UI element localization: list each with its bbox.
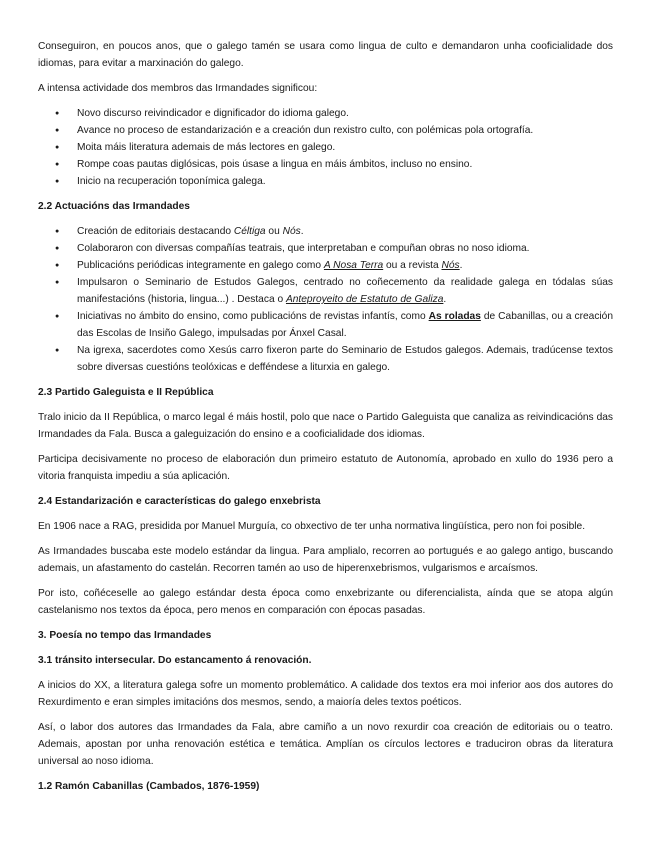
intro-paragraph: Conseguiron, en poucos anos, que o galego tamén se usara como lingua de culto e demandaron unha cooficialidade dos idiomas, para evitar a marxinación do galego. (38, 41, 613, 69)
paragraph: Por isto, coñéceselle ao galego estándar desta época como enxebrizante ou diferencialista, aínda que se atopa algún castelanismo nos textos da época, pero menos en comparación con épocas pasadas. (38, 588, 613, 616)
link-anteproyeito[interactable]: Anteproyeito de Estatuto de Galiza (285, 294, 444, 305)
section-heading-3-1: 3.1 tránsito intersecular. Do estancamento á renovación. (38, 655, 312, 666)
editorial-nos: Nós (282, 226, 301, 237)
intro-lead: A intensa actividade dos membros das Irmandades significou: (38, 83, 318, 94)
paragraph: Participa decisivamente no proceso de elaboración dun primeiro estatuto de Autonomía, aprobado en xullo do 1936 pero a vitoria franquista impediu a súa aplicación. (38, 454, 613, 482)
list-item: ● Iniciativas no ámbito do ensino, como publicacións de revistas infantís, como As roladas de Cabanillas, ou a creación das Escolas de Insiño Galego, impulsadas por Ánxel Casal. (77, 308, 613, 342)
list-item: ● Rompe coas pautas diglósicas, pois úsase a lingua en máis ámbitos, incluso no ensino. (77, 156, 613, 173)
link-a-nosa-terra[interactable]: A Nosa Terra (323, 260, 384, 271)
paragraph: En 1906 nace a RAG, presidida por Manuel Murguía, co obxectivo de ter unha normativa lingüística, pero non foi posible. (38, 521, 586, 532)
link-revista-nos[interactable]: Nós (441, 260, 460, 271)
list-item: ● Publicacións periódicas integramente en galego como A Nosa Terra ou a revista Nós. (77, 257, 613, 274)
list-item: ● Creación de editoriais destacando Céltiga ou Nós. (77, 223, 613, 240)
paragraph: As Irmandades buscaba este modelo estándar da lingua. Para amplialo, recorren ao portugués e ao galego antigo, buscando ademais, un afastamento do castelán. Recorren tamén ao uso de hiperenxebrismos, vulgarismos e arcaísmos. (38, 546, 613, 574)
section-heading-2-4: 2.4 Estandarización e características do galego enxebrista (38, 496, 321, 507)
list-item: ● Moita máis literatura ademais de más lectores en galego. (77, 139, 613, 156)
list-item: ● Novo discurso reivindicador e dignificador do idioma galego. (77, 105, 613, 122)
section-heading-2-3: 2.3 Partido Galeguista e II República (38, 387, 214, 398)
section-heading-2-2: 2.2 Actuacións das Irmandades (38, 201, 190, 212)
paragraph: A inicios do XX, a literatura galega sofre un momento problemático. A calidade dos textos era moi inferior aos dos autores do Rexurdimento e eran simples imitacións dos mesmos, sendo, a maioría deles textos poéticos. (38, 680, 613, 708)
editorial-celtiga: Céltiga (233, 226, 266, 237)
list-item: ● Na igrexa, sacerdotes como Xesús carro fixeron parte do Seminario de Estudos galegos. Ademais, tradúcense textos sobre diversas cuestións teolóxicas e defféndese a liturxia en galego. (77, 342, 613, 376)
paragraph: Tralo inicio da II República, o marco legal é máis hostil, polo que nace o Partido Galeguista que canaliza as reivindicacións das Irmandades da Fala. Busca a galeguización do ensino e a cooficialidade dos idiomas. (38, 412, 613, 440)
list-item: ● Impulsaron o Seminario de Estudos Galegos, centrado no coñecemento da realidade galega en tódalas súas manifestacións (historia, lingua...) . Destaca o Anteproyeito de Estatuto de Galiza. (77, 274, 613, 308)
list-item: ● Inicio na recuperación toponímica galega. (77, 173, 613, 190)
section-heading-3: 3. Poesía no tempo das Irmandades (38, 630, 212, 641)
paragraph: Así, o labor dos autores das Irmandades da Fala, abre camiño a un novo rexurdir coa creación de editoriais ou o teatro. Ademais, apostan por unha renovación estética e temática. Amplían os círculos lectores e traduciron obras da literatura universal ao noso idioma. (38, 722, 613, 767)
intro-list (38, 105, 613, 190)
link-as-roladas[interactable]: As roladas (428, 311, 481, 322)
actions-list (38, 223, 613, 376)
list-item: ● Colaboraron con diversas compañías teatrais, que interpretaban e compuñan obras no noso idioma. (77, 240, 613, 257)
list-item: ● Avance no proceso de estandarización e a creación dun rexistro culto, con polémicas pola ortografía. (77, 122, 613, 139)
section-heading-1-2: 1.2 Ramón Cabanillas (Cambados, 1876-1959) (38, 781, 260, 792)
